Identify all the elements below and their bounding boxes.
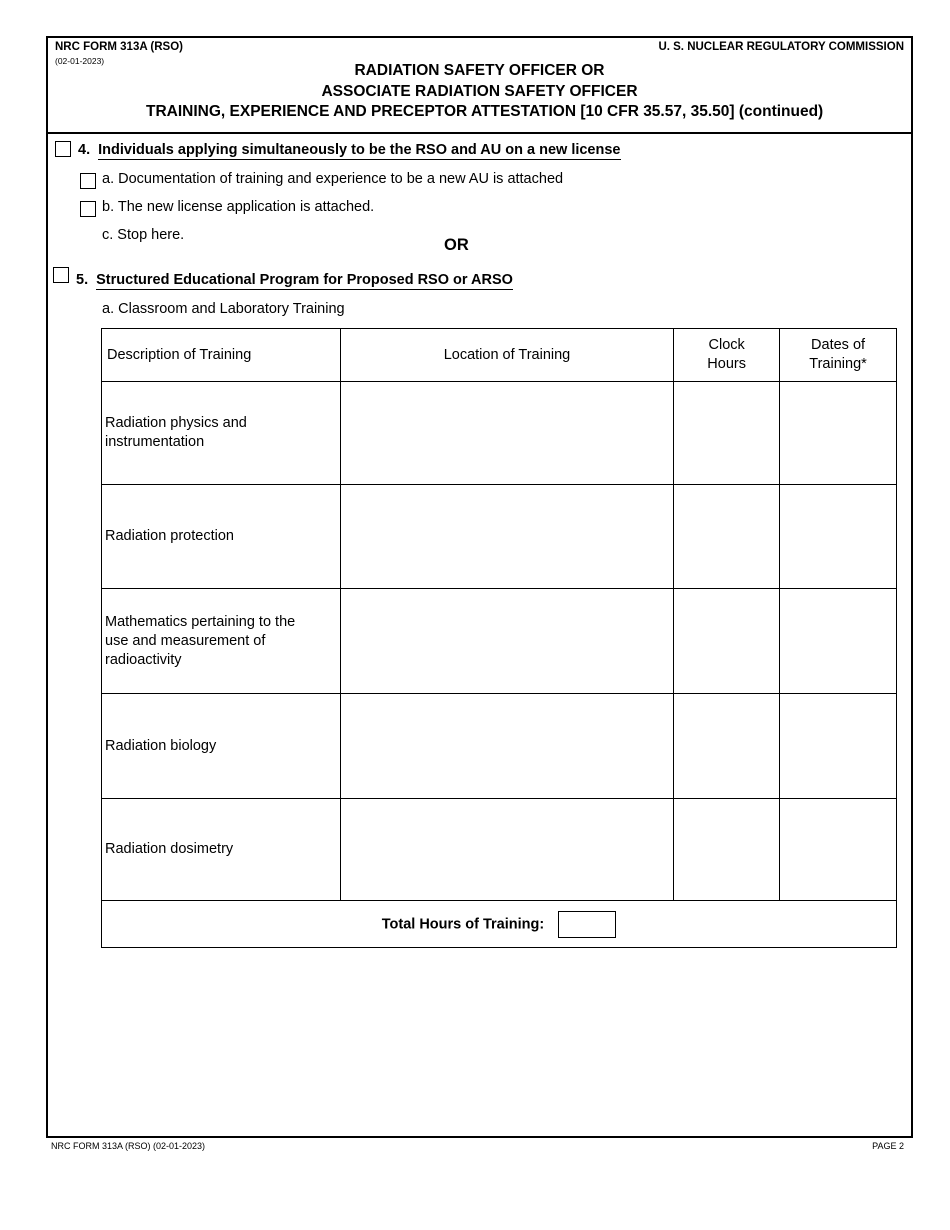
dates-cell[interactable] [780,694,897,799]
form-title-line1: RADIATION SAFETY OFFICER OR [354,62,605,79]
clock-hours-cell[interactable] [674,485,780,589]
row-description [102,694,341,799]
section5-number: 5. [76,272,89,288]
header-clock-hours [674,329,780,382]
section4c-label: c. Stop here. [102,227,185,243]
form-date: (02-01-2023) [55,56,105,66]
section4-title: Individuals applying simultaneously to be the RSO and AU on a new license [98,142,621,158]
section4a-label: a. Documentation of training and experience to be a new AU is attached [102,171,564,187]
header-dates [780,329,897,382]
table-row [102,485,897,589]
location-cell[interactable] [340,799,673,901]
section4b-checkbox[interactable] [80,201,96,217]
or-separator: OR [444,236,469,254]
table-row [102,694,897,799]
row-description [102,799,341,901]
row-description-line: Radiation physics and [105,415,247,431]
location-cell[interactable] [340,589,673,694]
clock-hours-cell[interactable] [674,694,780,799]
section4-heading [78,142,621,158]
location-cell[interactable] [340,694,673,799]
header-clock-line1: Clock [708,337,745,353]
table-row [102,799,897,901]
header-clock-line2: Hours [707,356,746,372]
location-cell[interactable] [340,382,673,485]
header-dates-line2: Training* [809,356,867,372]
row-description-line: Mathematics pertaining to the [105,613,296,630]
dates-cell[interactable] [780,589,897,694]
row-description-line: Radiation dosimetry [105,841,234,857]
row-description-line: instrumentation [105,434,205,450]
row-description [102,485,341,589]
section4a-checkbox[interactable] [80,173,96,189]
dates-cell[interactable] [780,382,897,485]
form-title-line3: TRAINING, EXPERIENCE AND PRECEPTOR ATTESTATION [10 CFR 35.57, 35.50] (continued) [146,103,824,120]
clock-hours-cell[interactable] [674,799,780,901]
total-cell [102,901,897,948]
clock-hours-cell[interactable] [674,589,780,694]
header-location: Location of Training [340,329,673,382]
footer-form-ref: NRC FORM 313A (RSO) (02-01-2023) [51,1141,206,1151]
table-row [102,382,897,485]
row-description-line: Radiation biology [105,737,217,754]
form-header [48,38,911,134]
section5-checkbox[interactable] [53,267,69,283]
form-title-line2: ASSOCIATE RADIATION SAFETY OFFICER [321,83,638,100]
clock-hours-cell[interactable] [674,382,780,485]
footer-page-number: PAGE 2 [872,1141,904,1151]
section4-number: 4. [78,142,91,158]
table-header-row [102,329,897,382]
total-hours-input[interactable] [558,911,616,938]
header-description: Description of Training [102,329,341,382]
form-id: NRC FORM 313A (RSO) [55,41,183,53]
total-row [102,901,897,948]
section4b-label: b. The new license application is attached. [102,199,375,215]
training-table [101,328,897,948]
row-description-line: Radiation protection [105,528,234,544]
table-row [102,589,897,694]
dates-cell[interactable] [780,485,897,589]
location-cell[interactable] [340,485,673,589]
row-description [102,589,341,694]
section5-title: Structured Educational Program for Proposed RSO or ARSO [96,272,513,288]
row-description-line: radioactivity [105,651,182,668]
section5a-label: a. Classroom and Laboratory Training [102,301,345,317]
section4-checkbox[interactable] [55,141,71,157]
row-description [102,382,341,485]
row-description-line: use and measurement of [105,632,266,649]
total-label: Total Hours of Training: [381,915,545,932]
agency-name: U. S. NUCLEAR REGULATORY COMMISSION [658,41,904,53]
dates-cell[interactable] [780,799,897,901]
header-dates-line1: Dates of [811,337,866,353]
section5-heading [76,272,513,288]
